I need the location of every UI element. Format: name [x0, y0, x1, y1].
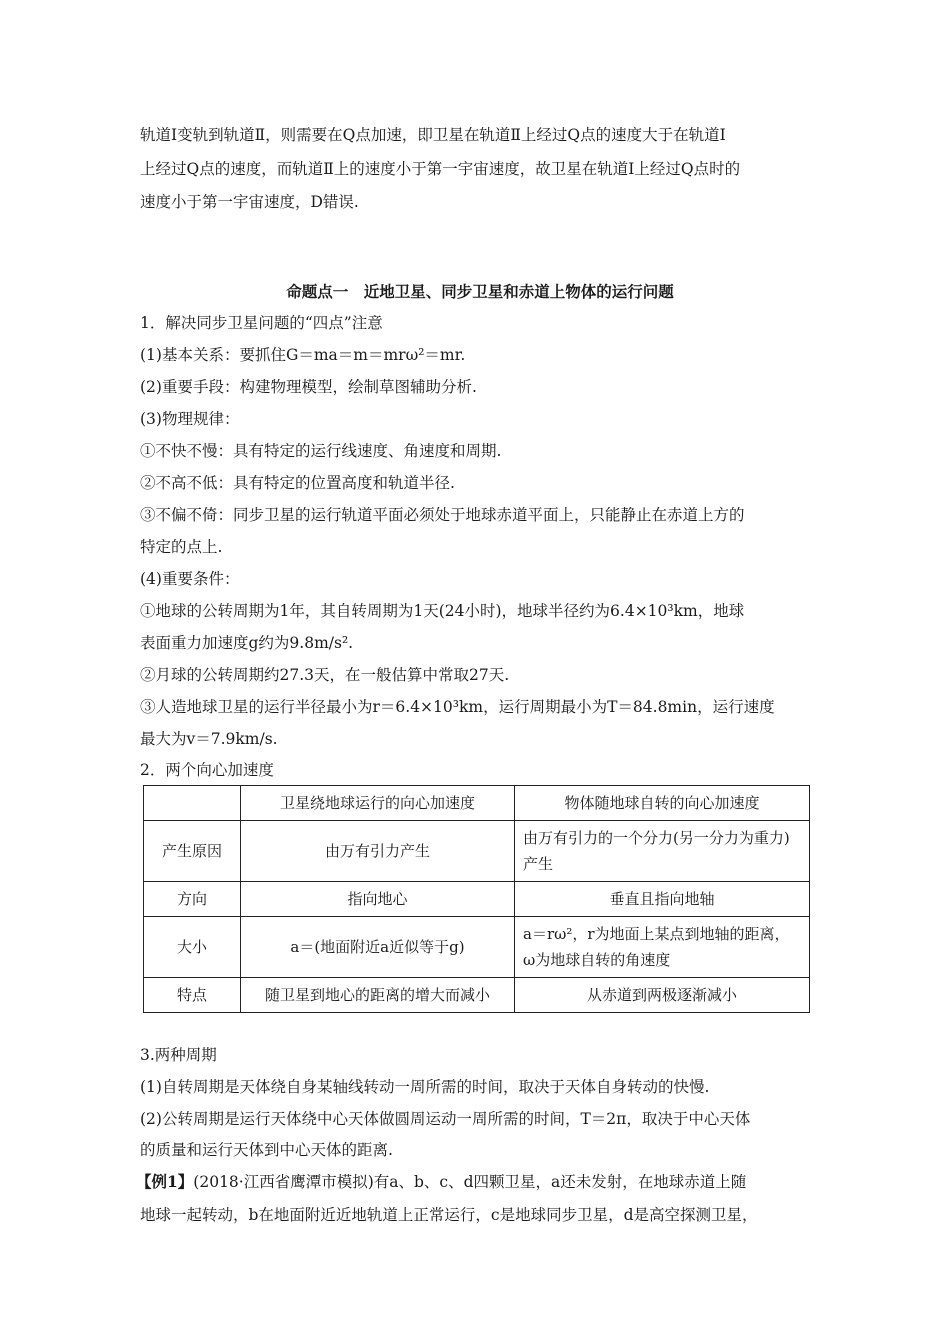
- period-line-2: (1)自转周期是天体绕自身某轴线转动一周所需的时间，取决于天体自身转动的快慢.: [140, 1078, 710, 1096]
- table-header-cell: [144, 786, 241, 821]
- table-cell: 产生原因: [144, 821, 241, 882]
- body-line-12: ②月球的公转周期约27.3天，在一般估算中常取27天.: [140, 666, 510, 684]
- intro-line-3: 速度小于第一宇宙速度，D错误.: [140, 193, 359, 211]
- body-line-10: ①地球的公转周期为1年，其自转周期为1天(24小时)，地球半径约为6.4×10³km，地球: [140, 602, 745, 620]
- intro-line-1: 轨道Ⅰ变轨到轨道Ⅱ，则需要在Q点加速，即卫星在轨道Ⅱ上经过Q点的速度大于在轨道Ⅰ: [140, 126, 726, 144]
- section-title: 命题点一 近地卫星、同步卫星和赤道上物体的运行问题: [286, 283, 674, 301]
- body-line-9: (4)重要条件：: [140, 570, 240, 588]
- table-cell: a＝rω²，r为地面上某点到地轴的距离，ω为地球自转的角速度: [515, 917, 810, 978]
- body-line-13: ③人造地球卫星的运行半径最小为r＝6.4×10³km，运行周期最小为T＝84.8min，运行速度: [140, 698, 775, 716]
- body-line-11: 表面重力加速度g约为9.8m/s².: [140, 634, 354, 652]
- table-cell: 随卫星到地心的距离的增大而减小: [241, 978, 515, 1013]
- period-line-4: 的质量和运行天体到中心天体的距离.: [140, 1141, 393, 1159]
- table-cell: 垂直且指向地轴: [515, 882, 810, 917]
- table-cell: 指向地心: [241, 882, 515, 917]
- table-cell: 从赤道到两极逐渐减小: [515, 978, 810, 1013]
- body-line-2: (1)基本关系：要抓住G＝ma＝m＝mrω²＝mr.: [140, 346, 466, 364]
- table-row: [144, 882, 810, 917]
- table-row: [144, 821, 810, 882]
- example-tag: 【例1】: [136, 1172, 194, 1191]
- body-line-1: 1．解决同步卫星问题的“四点”注意: [140, 314, 383, 332]
- table-cell: 方向: [144, 882, 241, 917]
- table-cell: 特点: [144, 978, 241, 1013]
- period-line-1: 3.两种周期: [140, 1046, 217, 1064]
- table-cell: a＝(地面附近a近似等于g): [241, 917, 515, 978]
- table-header-row: [144, 786, 810, 821]
- table-row: [144, 917, 810, 978]
- table-header-cell: 卫星绕地球运行的向心加速度: [241, 786, 515, 821]
- body-line-15: 2．两个向心加速度: [140, 761, 274, 779]
- body-line-3: (2)重要手段：构建物理模型，绘制草图辅助分析.: [140, 378, 477, 396]
- example-line-1: [136, 1172, 816, 1192]
- body-line-14: 最大为v＝7.9km/s.: [140, 730, 278, 748]
- body-line-7: ③不偏不倚：同步卫星的运行轨道平面必须处于地球赤道平面上，只能静止在赤道上方的: [140, 506, 745, 524]
- body-line-5: ①不快不慢：具有特定的运行线速度、角速度和周期.: [140, 442, 502, 460]
- example-text: (2018·江西省鹰潭市模拟)有a、b、c、d四颗卫星，a还未发射，在地球赤道上随: [193, 1173, 747, 1191]
- table-cell: 由万有引力的一个分力(另一分力为重力)产生: [515, 821, 810, 882]
- period-line-3: (2)公转周期是运行天体绕中心天体做圆周运动一周所需的时间，T＝2π，取决于中心天体: [140, 1110, 751, 1128]
- table-header-cell: 物体随地球自转的向心加速度: [515, 786, 810, 821]
- table-row: [144, 978, 810, 1013]
- example-line-2: 地球一起转动，b在地面附近近地轨道上正常运行，c是地球同步卫星，d是高空探测卫星，: [140, 1206, 758, 1224]
- body-line-4: (3)物理规律：: [140, 410, 240, 428]
- table-cell: 大小: [144, 917, 241, 978]
- body-line-8: 特定的点上.: [140, 538, 223, 556]
- intro-line-2: 上经过Q点的速度，而轨道Ⅱ上的速度小于第一宇宙速度，故卫星在轨道Ⅰ上经过Q点时的: [140, 160, 741, 178]
- body-line-6: ②不高不低：具有特定的位置高度和轨道半径.: [140, 474, 455, 492]
- acceleration-table: [143, 785, 810, 1013]
- table-cell: 由万有引力产生: [241, 821, 515, 882]
